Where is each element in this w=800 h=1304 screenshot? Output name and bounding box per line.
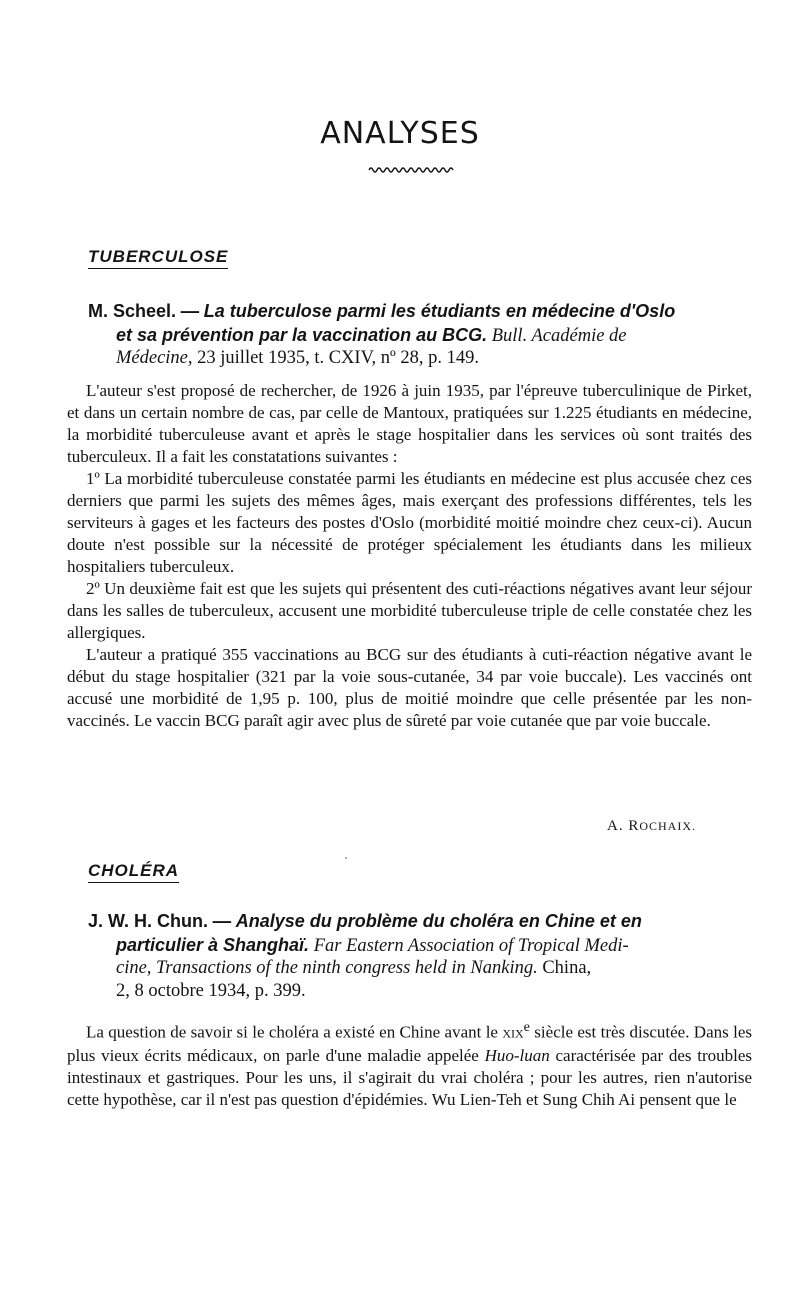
reference-title-line1: La tuberculose parmi les étudiants en médecine d'Oslo: [203, 301, 676, 321]
reference-source-tail: 2, 8 octobre 1934, p. 399.: [116, 980, 306, 1001]
signature-initial: A. R: [606, 818, 640, 834]
analysis-text-chun: [67, 1016, 752, 1111]
paragraph: L'auteur s'est proposé de rechercher, de 1926 à juin 1935, par l'épreuve tuberculinique de Pirket, et dans un certain nombre de cas, par celle de Mantoux, pratiquées sur 1.225 étudiants en médecine, la morbidité tuberculeuse avant et après le stage hospitalier dans les services où sont traités des tuberculeux. Il a fait les constatations suivantes :: [67, 381, 752, 466]
paragraph-part2: siècle est très discutée. Dans les plus vieux écrits médicaux, on parle d'une maladie appelée: [67, 1022, 752, 1065]
print-speck: [345, 857, 347, 859]
paragraph: [67, 1016, 752, 1111]
reference-title-line1: Analyse du problème du choléra en Chine et en: [235, 911, 642, 931]
century-numeral: XIX: [502, 1026, 524, 1041]
reference-source-part2: Médecine,: [116, 348, 193, 368]
section-heading-tuberculose: TUBERCULOSE: [88, 247, 228, 269]
reference-author: M. Scheel.: [88, 301, 177, 321]
reference-source-tail: 23 juillet 1935, t. CXIV, nº 28, p. 149.: [197, 348, 480, 368]
reference-source-part2: cine, Transactions of the ninth congress held in Nanking.: [116, 958, 538, 978]
italic-term: Huo-luan: [484, 1045, 550, 1065]
reference-source-tail-line2: China,: [542, 958, 592, 978]
reviewer-signature: [607, 818, 696, 835]
page-title: ANALYSES: [320, 116, 480, 151]
reference-source-part1: Far Eastern Association of Tropical Medi-: [313, 935, 629, 956]
century-superscript: e: [523, 1019, 530, 1035]
reference-scheel: [88, 300, 753, 370]
paragraph-part3: caractérisée par des troubles intestinaux et gastriques. Pour les uns, il s'agirait du vrai choléra ; pour les autres, rien n'autorise cette hypothèse, car il n'est pas question d'épidémies. Wu Lien-Teh et Sung Chih Ai pensent que le: [67, 1045, 752, 1109]
paragraph: L'auteur a pratiqué 355 vaccinations au BCG sur des étudiants à cuti-réaction négative avant le début du stage hospitalier (321 par la voie sous-cutanée, 34 par voie buccale). Les vaccinés ont accusé une morbidité de 1,95 p. 100, plus de moitié moindre que celle présentée par les non-vaccinés. Le vaccin BCG paraît agir avec plus de sûreté par voie cutanée que par voie buccale.: [67, 645, 752, 730]
reference-dash: —: [212, 910, 232, 931]
paragraph: 2º Un deuxième fait est que les sujets qui présentent des cuti-réactions négatives avant leur séjour dans les salles de tuberculeux, accusent une morbidité tuberculeuse triple de celle constatée chez les allergiques.: [67, 579, 752, 642]
paragraph-part1: La question de savoir si le choléra a existé en Chine avant le: [86, 1022, 503, 1042]
wavy-rule-ornament: [368, 164, 454, 176]
reference-dash: —: [180, 300, 200, 321]
signature-rest: OCHAIX.: [639, 819, 696, 833]
reference-title-line2: particulier à Shanghaï.: [116, 934, 310, 955]
reference-title-line2: et sa prévention par la vaccination au BCG.: [116, 324, 488, 345]
reference-chun: [88, 910, 753, 1002]
reference-author: J. W. H. Chun.: [88, 911, 208, 931]
paragraph: 1º La morbidité tuberculeuse constatée parmi les étudiants en médecine est plus accusée chez ces derniers que parmi les sujets des mêmes âges, mais exerçant des professions différentes, tels les serviteurs à gages et les facteurs des postes d'Oslo (morbidité moitié moindre chez ceux-ci). Aucun doute n'est possible sur la nécessité de protéger spécialement les étudiants dans les milieux hospitaliers tuberculeux.: [67, 469, 752, 576]
section-heading-cholera: CHOLÉRA: [88, 861, 179, 883]
reference-source-part1: Bull. Académie de: [491, 325, 627, 346]
analysis-text-scheel: [67, 380, 752, 732]
